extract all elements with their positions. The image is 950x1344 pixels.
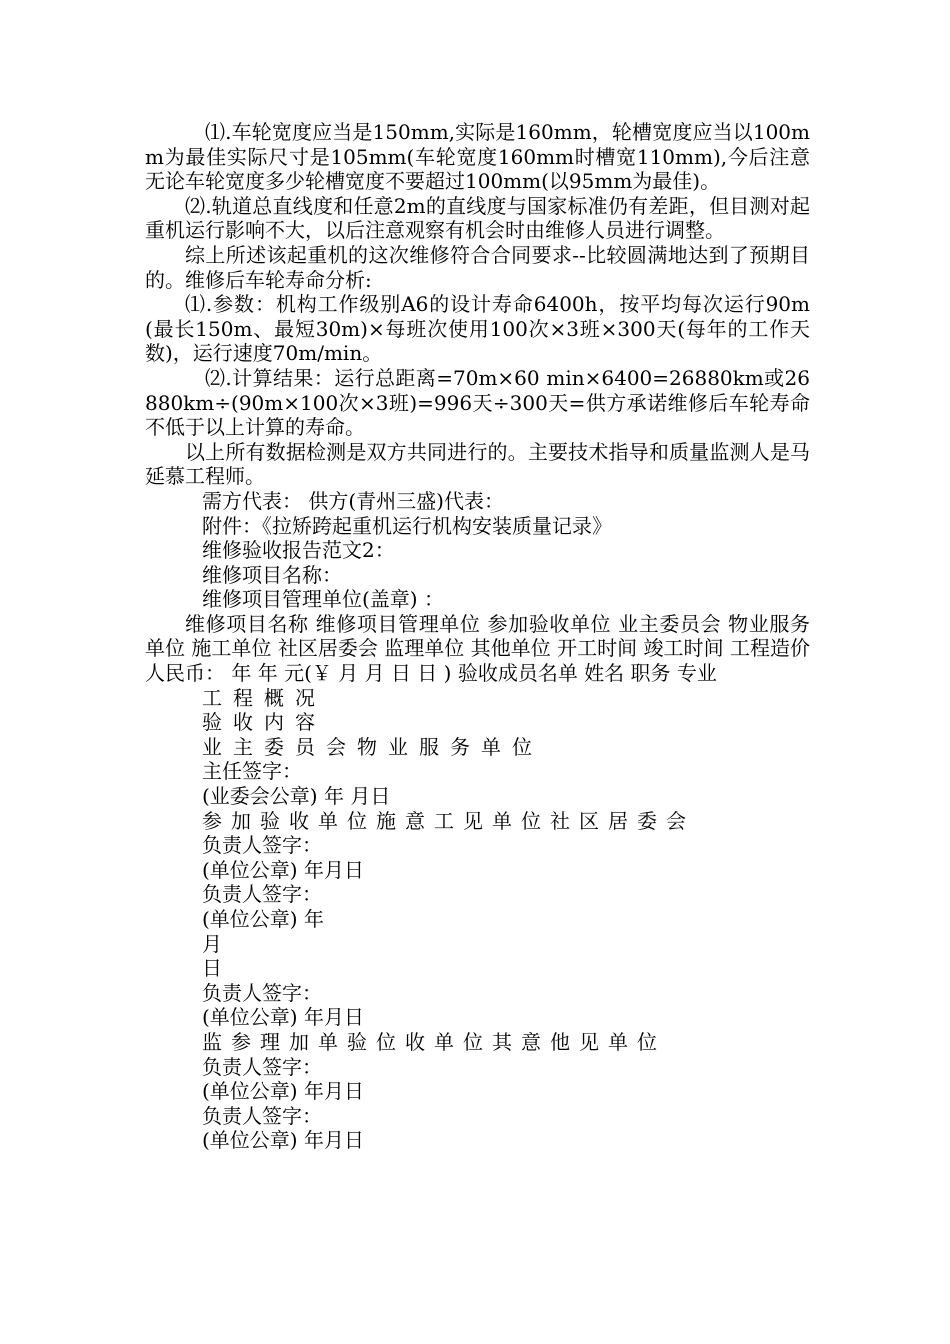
document-body xyxy=(145,120,810,1153)
acceptance-content-heading: 验收内容 xyxy=(202,710,326,735)
director-signature-line: 主任签字： xyxy=(202,759,302,784)
paragraph-summary: 综上所述该起重机的这次维修符合合同要求--比较圆满地达到了预期目的。维修后车轮寿命分析: xyxy=(145,242,810,292)
owners-committee-heading: 业主委员会物业服务单位 xyxy=(202,734,543,759)
supervision-units-heading: 监参理加单验位收单位其意他见单位 xyxy=(202,1029,666,1054)
responsible-signature-line-2: 负责人签字： xyxy=(202,882,322,907)
paragraph-wheel-width: ⑴.车轮宽度应当是150mm,实际是160mm，轮槽宽度应当以100mm为最佳实际尺寸是105mm(车轮宽度160mm时槽宽110mm),今后注意无论车轮宽度多少轮槽宽度不要超过100mm(以95mm为最佳)。 xyxy=(145,120,810,194)
paragraph-calculation: ⑵.计算结果：运行总距离=70m×60 min×6400=26880km或26880km÷(90m×100次×3班)=996天÷300天=供方承诺维修后车轮寿命不低于以上计算的寿命。 xyxy=(145,365,810,440)
report-sample-heading: 维修验收报告范文2： xyxy=(202,538,395,563)
month-line: 月 xyxy=(202,931,222,956)
paragraph-parameters: ⑴.参数：机构工作级别A6的设计寿命6400h，按平均每次运行90m(最长150m、最短30m)×每班次使用100次×3班×300天(每年的工作天数)，运行速度70m/min。 xyxy=(145,292,810,366)
table-header-paragraph: 维修项目名称 维修项目管理单位 参加验收单位 业主委员会 物业服务单位 施工单位 社区居委会 监理单位 其他单位 开工时间 竣工时间 工程造价 人民币： 年 年 元(￥ 月 月 日 日 ) 验收成员名单 姓名 职务 专业 xyxy=(145,611,810,686)
project-name-line: 维修项目名称： xyxy=(202,562,342,587)
paragraph-track-straightness: ⑵.轨道总直线度和任意2m的直线度与国家标准仍有差距，但目测对起重机运行影响不大，以后注意观察有机会时由维修人员进行调整。 xyxy=(145,193,810,243)
responsible-signature-line-4: 负责人签字： xyxy=(202,1054,322,1079)
attachment-line: 附件：《拉矫跨起重机运行机构安装质量记录》 xyxy=(202,513,612,538)
unit-seal-line-5: (单位公章) 年月日 xyxy=(202,1128,364,1153)
paragraph-data-inspection: 以上所有数据检测是双方共同进行的。主要技术指导和质量监测人是马延慕工程师。 xyxy=(145,439,810,489)
participating-units-heading: 参加验收单位施意工见单位社区居委会 xyxy=(202,808,695,833)
committee-seal-line: (业委会公章) 年 月日 xyxy=(202,784,391,809)
management-unit-line: 维修项目管理单位(盖章) ： xyxy=(202,587,444,612)
representatives-line: 需方代表： 供方(青州三盛)代表： xyxy=(202,488,504,513)
project-overview-heading: 工程概况 xyxy=(202,685,326,710)
responsible-signature-line-5: 负责人签字： xyxy=(202,1103,322,1128)
responsible-signature-line-3: 负责人签字： xyxy=(202,980,322,1005)
responsible-signature-line-1: 负责人签字： xyxy=(202,833,322,858)
day-line: 日 xyxy=(202,956,222,981)
unit-seal-line-1: (单位公章) 年月日 xyxy=(202,857,364,882)
unit-seal-line-3: (单位公章) 年月日 xyxy=(202,1005,364,1030)
unit-seal-line-2: (单位公章) 年 xyxy=(202,907,324,931)
unit-seal-line-4: (单位公章) 年月日 xyxy=(202,1079,364,1104)
